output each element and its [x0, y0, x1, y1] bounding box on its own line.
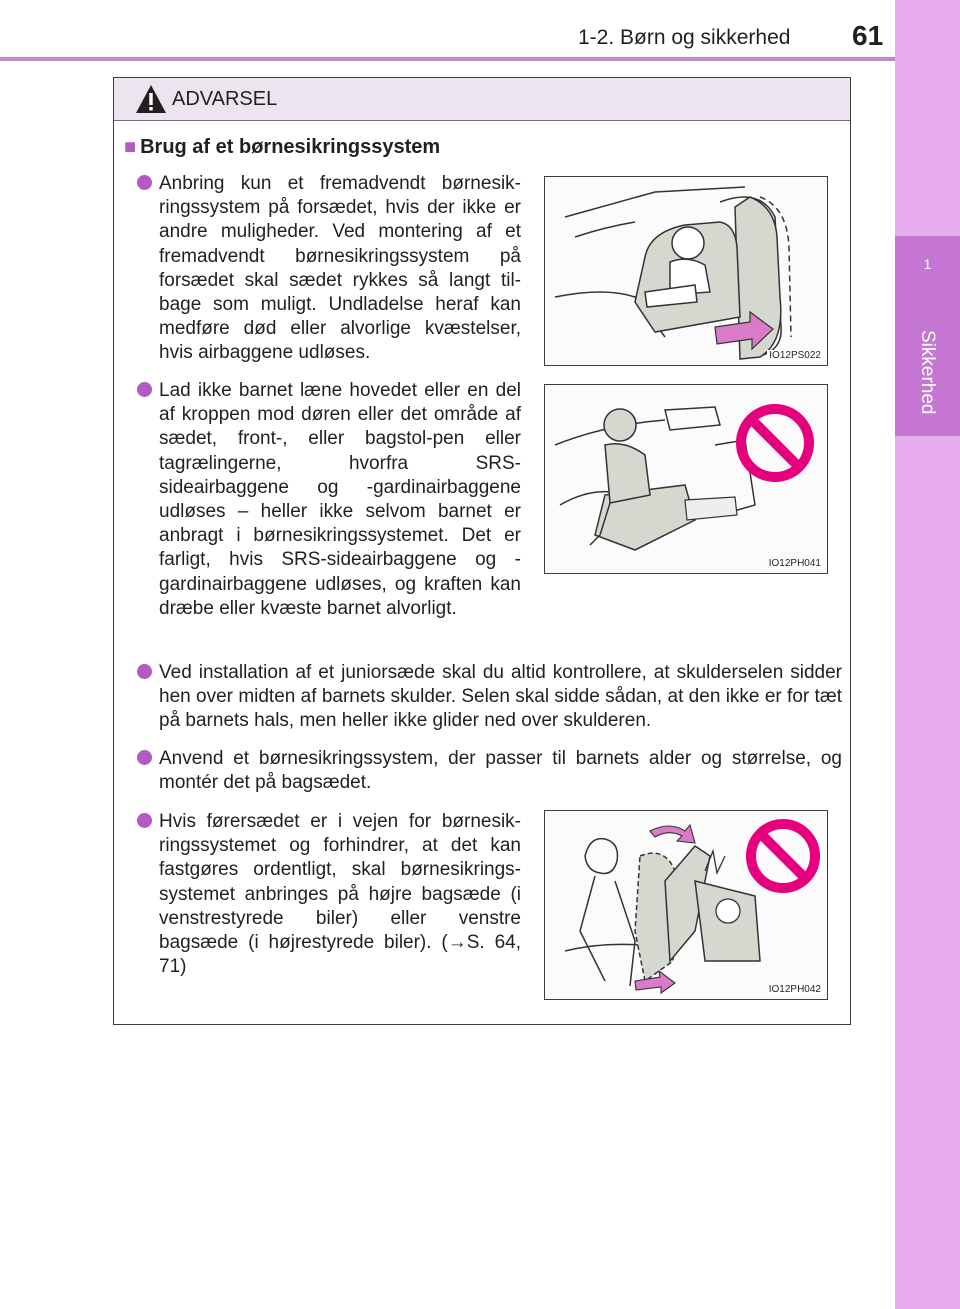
list-item	[159, 379, 521, 621]
figure-driver-seat-blocking	[544, 810, 828, 1000]
warning-header	[114, 78, 850, 121]
warning-box	[113, 77, 851, 1025]
section-heading: ■ Brug af et børnesikringssystem	[124, 136, 441, 158]
figure-code: IO12PH042	[768, 984, 821, 995]
chapter-side-tab	[895, 0, 960, 1309]
item-text: Lad ikke barnet læne hovedet eller en del af kroppen mod døren eller det område af sædet, front-, eller bagstol-pen eller tagrælingerne, hvorfra SRS-sideairbaggene og -gardinairbaggene udløses – heller ikke selvom barnet er anbragt i børnesikringssystemet. Det er farligt, hvis SRS-sideairbaggene og -gardinairbaggene udløses, og kraften kan dræbe eller kvæste barnet alvorligt.	[159, 380, 521, 619]
chapter-number: 1	[923, 256, 932, 272]
list-item	[159, 661, 842, 734]
figure-code: IO12PS022	[769, 350, 821, 361]
list-item	[159, 747, 842, 795]
item-text: Anbring kun et fremadvendt børnesik-ringssystem på forsædet, hvis der ikke er andre muligheder. Ved montering af et fremadvendt børnesikringssystem på forsædet skal sædet rykkes så langt til-bage som muligt. Undladelse heraf kan medføre død eller alvorlige kvæstelser, hvis airbaggene udløses.	[159, 173, 521, 364]
bullet-icon	[137, 750, 152, 765]
item-text: Hvis førersædet er i vejen for børnesik-ringssystemet og forhindrer, at det kan fastgøres ordentligt, skal børnesikrings-systemet anbringes på højre bagsæde (i venstrestyrede biler) eller venstre bagsæde (i højrestyrede biler). (→S. 64, 71)	[159, 811, 521, 978]
prohibition-icon	[751, 824, 815, 888]
item-text: Anvend et børnesikringssystem, der passer til barnets alder og størrelse, og montér det på bagsædet.	[159, 748, 842, 794]
bullet-icon	[137, 664, 152, 679]
figure-front-seat-child-seat	[544, 176, 828, 366]
warning-triangle-icon	[135, 84, 167, 114]
list-item	[159, 810, 521, 979]
prohibition-icon	[741, 409, 809, 477]
bullet-icon	[137, 175, 152, 190]
section-heading-text: Brug af et børnesikringssystem	[140, 136, 441, 158]
header-rule	[0, 57, 895, 61]
figure-child-leaning-door	[544, 384, 828, 574]
list-item	[159, 172, 521, 366]
figure-code: IO12PH041	[768, 558, 821, 569]
bullet-icon	[137, 813, 152, 828]
page-number: 61	[852, 20, 884, 51]
warning-label: ADVARSEL	[172, 88, 278, 110]
section-title: 1-2. Børn og sikkerhed	[578, 26, 791, 49]
item-text: Ved installation af et juniorsæde skal du altid kontrollere, at skulderselen sidder hen over midten af barnets skulder. Selen skal sidde sådan, at den ikke er for tæt på barnets hals, men heller ikke glider ned over skulderen.	[159, 662, 842, 732]
chapter-name: Sikkerhed	[917, 330, 938, 415]
bullet-icon	[137, 382, 152, 397]
